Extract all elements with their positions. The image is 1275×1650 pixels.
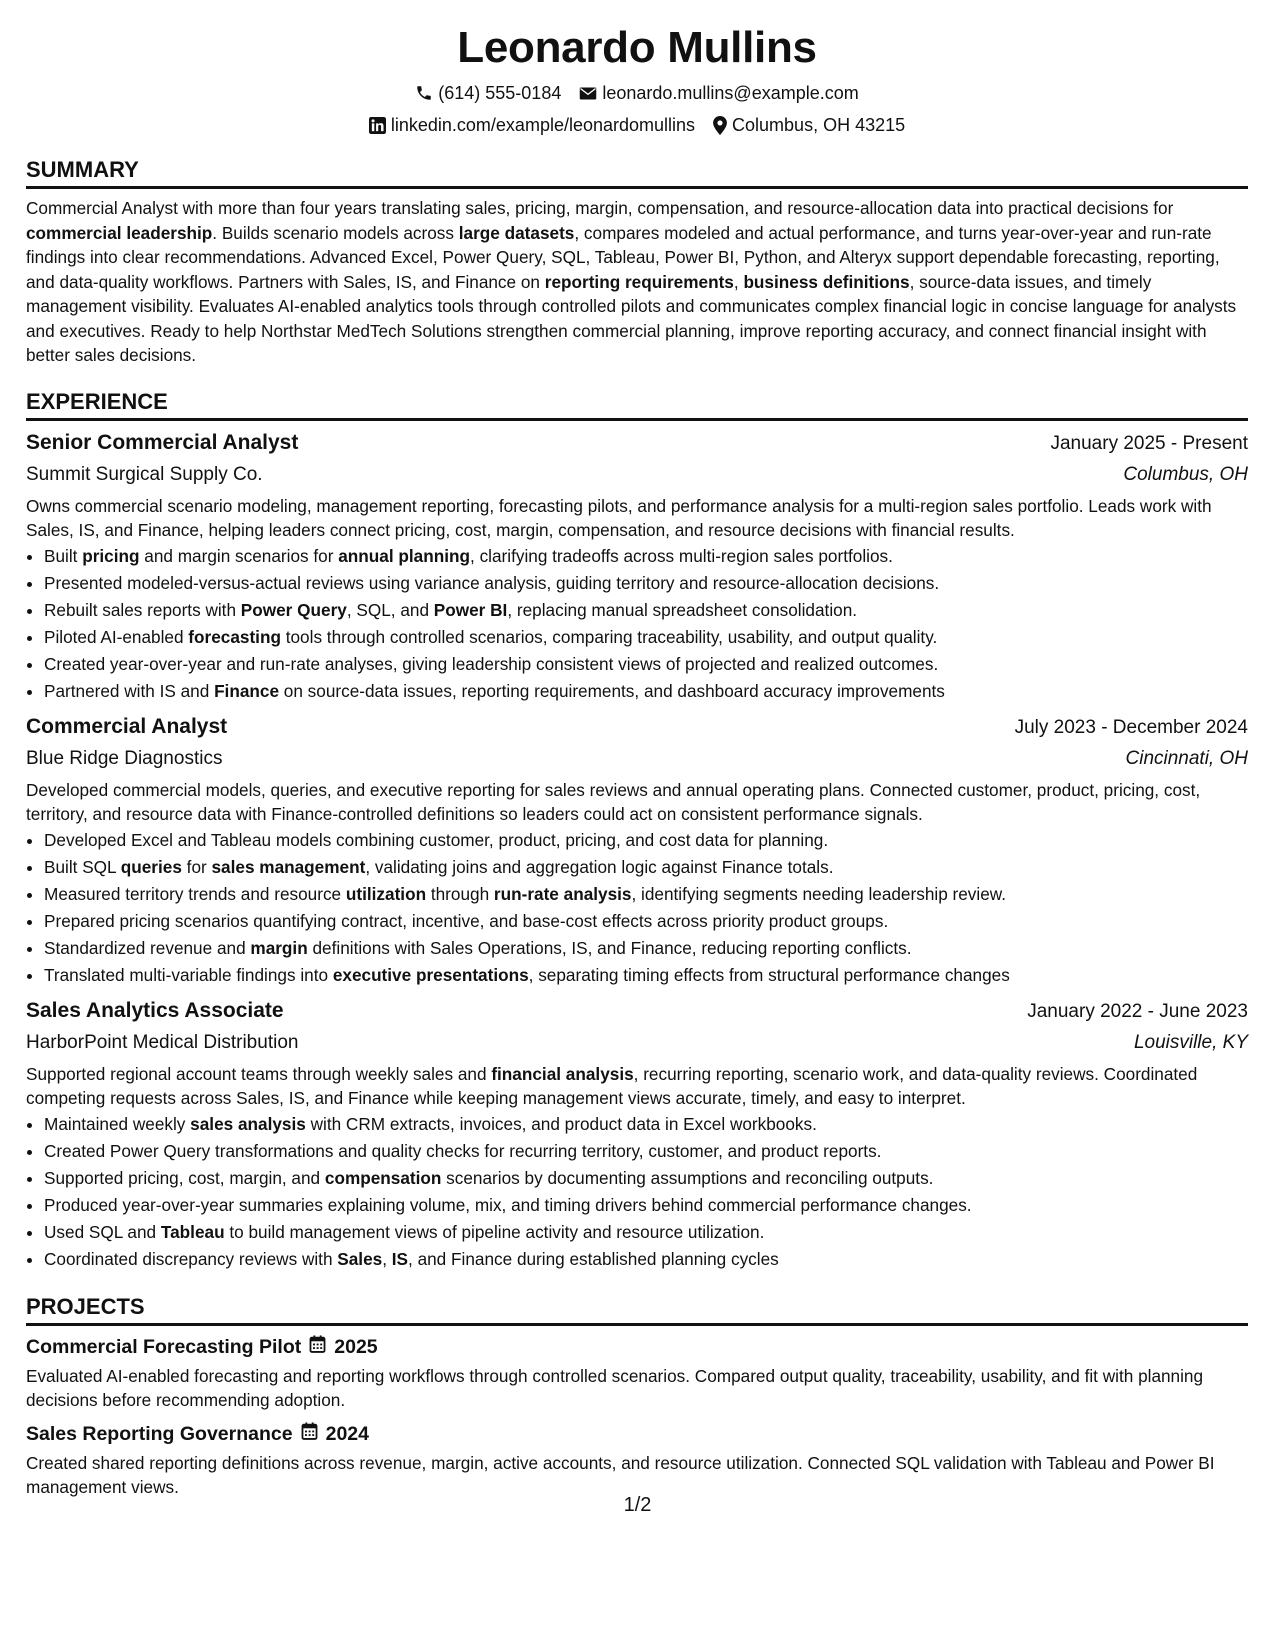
bullet-item: • Presented modeled-versus-actual reviews using variance analysis, guiding territory and resource-allocation decisions. <box>44 570 1248 597</box>
job-title: Sales Analytics Associate <box>26 998 284 1022</box>
phone-contact <box>415 82 561 104</box>
job-entry <box>26 713 1248 989</box>
bullet-item: • Built pricing and margin scenarios for annual planning, clarifying tradeoffs across multi-region sales portfolios. <box>44 543 1248 570</box>
candidate-name: Leonardo Mullins <box>457 23 817 72</box>
phone-number: (614) 555-0184 <box>438 83 562 103</box>
page-number: 1/2 <box>623 1494 652 1516</box>
job-description: Supported regional account teams through weekly sales and financial analysis, recurring reporting, scenario work, and data-quality reviews. Coordinated competing requests across Sales, IS, and Finance while keeping management views accurate, timely, and easy to interpret. <box>26 1063 1198 1108</box>
contact-row-1 <box>26 82 1248 104</box>
job-location: Columbus, OH <box>1123 463 1248 485</box>
map-pin-icon <box>713 116 727 135</box>
contact-row-2 <box>26 114 1248 136</box>
summary-heading: SUMMARY <box>26 156 1248 189</box>
job-location: Cincinnati, OH <box>1125 747 1248 769</box>
envelope-icon <box>579 86 597 101</box>
calendar-icon <box>301 1421 318 1447</box>
job-bullets <box>26 543 1248 705</box>
experience-heading: EXPERIENCE <box>26 388 1248 421</box>
linkedin-icon <box>369 117 386 134</box>
project-entry <box>26 1334 1248 1413</box>
location-text: Columbus, OH 43215 <box>732 115 906 135</box>
summary-text: Commercial Analyst with more than four years translating sales, pricing, margin, compensation, and resource-allocation data into practical decisions for commercial leadership. Builds scenario models across large datasets, compares modeled and actual performance, and turns year-over-year and run-rate findings into clear recommendations. Advanced Excel, Power Query, SQL, Tableau, Power BI, Python, and Alteryx support dependable forecasting, reporting, and data-quality workflows. Partners with Sales, IS, and Finance on reporting requirements, business definitions, source-data issues, and timely management visibility. Evaluates AI-enabled analytics tools through controlled pilots and communicates complex financial logic in concise language for analysts and executives. Ready to help Northstar MedTech Solutions strengthen commercial planning, improve reporting accuracy, and connect financial insight with better sales decisions. <box>26 198 1237 365</box>
job-location: Louisville, KY <box>1133 1031 1248 1053</box>
project-year: 2024 <box>325 1422 369 1445</box>
bullet-item: • Coordinated discrepancy reviews with Sales, IS, and Finance during established planning cycles <box>44 1246 1248 1273</box>
company-name: Summit Surgical Supply Co. <box>26 463 263 485</box>
calendar-icon <box>309 1334 326 1360</box>
bullet-item: • Translated multi-variable findings into executive presentations, separating timing effects from structural performance changes <box>44 962 1248 989</box>
bullet-item: • Standardized revenue and margin definitions with Sales Operations, IS, and Finance, reducing reporting conflicts. <box>44 935 1248 962</box>
projects-heading: PROJECTS <box>26 1293 1248 1326</box>
bullet-item: • Created year-over-year and run-rate analyses, giving leadership consistent views of projected and realized outcomes. <box>44 651 1248 678</box>
job-entry <box>26 429 1248 705</box>
job-description: Owns commercial scenario modeling, management reporting, forecasting pilots, and performance analysis for a multi-region sales portfolio. Leads work with Sales, IS, and Finance, helping leaders connect pricing, cost, margin, compensation, and resource decisions with financial results. <box>26 495 1212 540</box>
linkedin-contact[interactable] <box>369 114 695 136</box>
project-description: Created shared reporting definitions across revenue, margin, active accounts, and resource utilization. Connected SQL validation with Tableau and Power BI management views. <box>26 1452 1215 1497</box>
job-bullets <box>26 827 1248 989</box>
linkedin-url[interactable]: linkedin.com/example/leonardomullins <box>390 115 696 135</box>
bullet-item: • Developed Excel and Tableau models combining customer, product, pricing, and cost data for planning. <box>44 827 1248 854</box>
bullet-item: • Produced year-over-year summaries explaining volume, mix, and timing drivers behind commercial performance changes. <box>44 1192 1248 1219</box>
job-description: Developed commercial models, queries, and executive reporting for sales reviews and annual operating plans. Connected customer, product, pricing, cost, territory, and resource data with Finance-controlled definitions so leaders could act on consistent performance signals. <box>26 779 1201 824</box>
resume-page <box>26 20 1248 1500</box>
job-title: Senior Commercial Analyst <box>26 430 299 454</box>
job-dates: July 2023 - December 2024 <box>1014 716 1248 738</box>
project-entry <box>26 1421 1248 1500</box>
job-dates: January 2025 - Present <box>1050 432 1248 454</box>
project-year: 2025 <box>334 1335 378 1358</box>
bullet-item: • Built SQL queries for sales management, validating joins and aggregation logic against Finance totals. <box>44 854 1248 881</box>
bullet-item: • Supported pricing, cost, margin, and compensation scenarios by documenting assumptions and reconciling outputs. <box>44 1165 1248 1192</box>
bullet-item: • Created Power Query transformations and quality checks for recurring territory, customer, and product reports. <box>44 1138 1248 1165</box>
summary-section <box>26 156 1248 368</box>
project-title: Sales Reporting Governance <box>26 1422 293 1445</box>
bullet-item: • Used SQL and Tableau to build management views of pipeline activity and resource utilization. <box>44 1219 1248 1246</box>
bullet-item: • Prepared pricing scenarios quantifying contract, incentive, and base-cost effects across priority product groups. <box>44 908 1248 935</box>
project-title: Commercial Forecasting Pilot <box>26 1335 302 1358</box>
projects-section <box>26 1293 1248 1500</box>
job-dates: January 2022 - June 2023 <box>1027 1000 1248 1022</box>
bullet-item: • Rebuilt sales reports with Power Query, SQL, and Power BI, replacing manual spreadsheet consolidation. <box>44 597 1248 624</box>
job-title: Commercial Analyst <box>26 714 228 738</box>
phone-icon <box>415 84 433 102</box>
bullet-item: • Partnered with IS and Finance on source-data issues, reporting requirements, and dashboard accuracy improvements <box>44 678 1248 705</box>
project-description: Evaluated AI-enabled forecasting and reporting workflows through controlled scenarios. Compared output quality, traceability, usability, and fit with planning decisions before recommending adoption. <box>26 1365 1204 1410</box>
experience-section <box>26 388 1248 1273</box>
location-contact <box>713 114 905 136</box>
email-address[interactable]: leonardo.mullins@example.com <box>602 83 859 103</box>
job-entry <box>26 997 1248 1273</box>
company-name: HarborPoint Medical Distribution <box>26 1031 299 1053</box>
bullet-item: • Measured territory trends and resource utilization through run-rate analysis, identifying segments needing leadership review. <box>44 881 1248 908</box>
bullet-item: • Maintained weekly sales analysis with CRM extracts, invoices, and product data in Excel workbooks. <box>44 1111 1248 1138</box>
bullet-item: • Piloted AI-enabled forecasting tools through controlled scenarios, comparing traceability, usability, and output quality. <box>44 624 1248 651</box>
job-bullets <box>26 1111 1248 1273</box>
company-name: Blue Ridge Diagnostics <box>26 747 223 769</box>
email-contact[interactable] <box>579 82 858 104</box>
